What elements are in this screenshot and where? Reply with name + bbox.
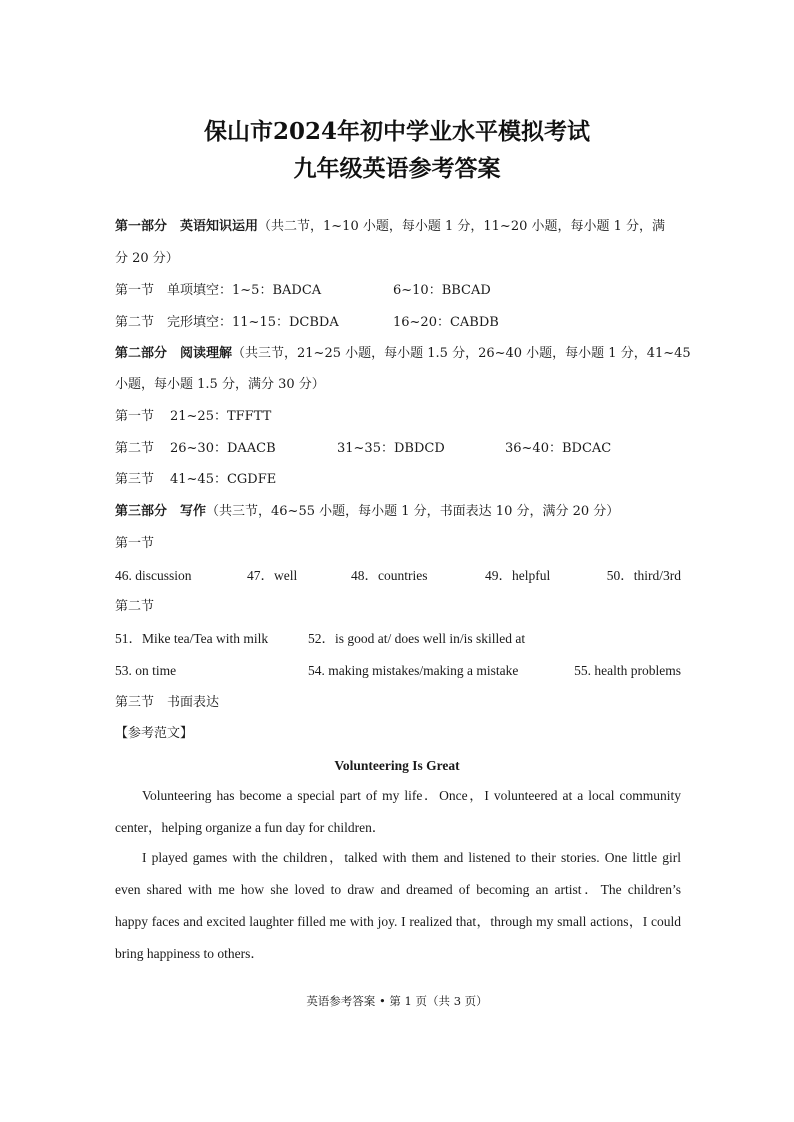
essay-line: Volunteering has become a special part of my life．Once，I volunteered at a local community (142, 788, 681, 803)
part2-label: 第二部分 阅读理解 (115, 346, 233, 361)
answer-item: 50．third/3rd (606, 568, 681, 583)
section-label: 第三节 (115, 472, 155, 487)
section-label: 第二节 (115, 441, 155, 456)
part1-desc-cont: 分 20 分） (115, 251, 179, 266)
part1-section2 (115, 314, 681, 332)
part3-section3-label: 第三节 书面表达 (115, 695, 220, 710)
part3-desc: （共三节，46~55 小题，每小题 1 分，书面表达 10 分，满分 20 分） (206, 504, 620, 519)
part1-section1 (115, 282, 681, 300)
answer-item: 49．helpful (485, 568, 551, 583)
answer-group: 31~35：DBDCD (337, 441, 445, 456)
part2-section3 (115, 471, 681, 489)
essay-paragraph-2 (115, 849, 681, 977)
answer-group: 1~5：BADCA (232, 283, 322, 298)
answer-item: 53. on time (115, 663, 177, 678)
answer-group: 21~25：TFFTT (170, 409, 272, 424)
answer-group: 26~30：DAACB (170, 441, 276, 456)
essay-line: bring happiness to others． (115, 946, 264, 961)
part2-section2 (115, 440, 681, 458)
answer-group: 16~20：CABDB (393, 315, 499, 330)
answer-group: 41~45：CGDFE (170, 472, 277, 487)
part1-heading (115, 218, 681, 236)
answer-item: 55. health problems (574, 663, 681, 678)
answer-item: 51．Mike tea/Tea with milk (115, 631, 269, 646)
essay-paragraph-1 (115, 787, 681, 851)
essay-title: Volunteering Is Great (334, 758, 460, 773)
answer-item: 54. making mistakes/making a mistake (308, 663, 519, 678)
part2-desc-cont: 小题，每小题 1.5 分，满分 30 分） (115, 377, 325, 392)
part2-section1 (115, 408, 681, 426)
section-label: 第一节 单项填空： (115, 283, 233, 298)
essay-line: center，helping organize a fun day for children． (115, 820, 386, 835)
answer-group: 6~10：BBCAD (393, 283, 491, 298)
sample-label: 【参考范文】 (115, 726, 194, 741)
essay-line: happy faces and excited laughter filled me with joy. I realized that，through my small actions，I could (115, 914, 681, 929)
section-label: 第二节 完形填空： (115, 315, 233, 330)
answer-item: 48．countries (351, 568, 428, 583)
page-subtitle: 九年级英语参考答案 (293, 155, 501, 182)
part3-section1-label: 第一节 (115, 536, 155, 551)
essay-line: I played games with the children，talked with them and listened to their stories. One little girl (142, 850, 681, 865)
answer-item: 47．well (247, 568, 298, 583)
section-label: 第一节 (115, 409, 155, 424)
part1-desc: （共二节，1~10 小题，每小题 1 分，11~20 小题，每小题 1 分，满 (258, 219, 666, 234)
page-title: 保山市2024年初中学业水平模拟考试 (203, 118, 590, 145)
part3-section2-label: 第二节 (115, 599, 155, 614)
answer-item: 52．is good at/ does well in/is skilled at (308, 631, 526, 646)
part2-desc: （共三节，21~25 小题，每小题 1.5 分，26~40 小题，每小题 1 分，41~45 (232, 346, 691, 361)
answer-group: 11~15：DCBDA (232, 315, 339, 330)
part2-heading (115, 345, 691, 363)
essay-line: even shared with me how she loved to draw and dreamed of becoming an artist．The children’s (115, 882, 681, 897)
part1-label: 第一部分 英语知识运用 (115, 219, 259, 234)
part3-label: 第三部分 写作 (115, 504, 207, 519)
answer-group: 36~40：BDCAC (505, 441, 612, 456)
answer-item: 46. discussion (115, 568, 192, 583)
page-footer: 英语参考答案 • 第 1 页（共 3 页） (306, 994, 488, 1008)
part3-heading (115, 503, 681, 521)
